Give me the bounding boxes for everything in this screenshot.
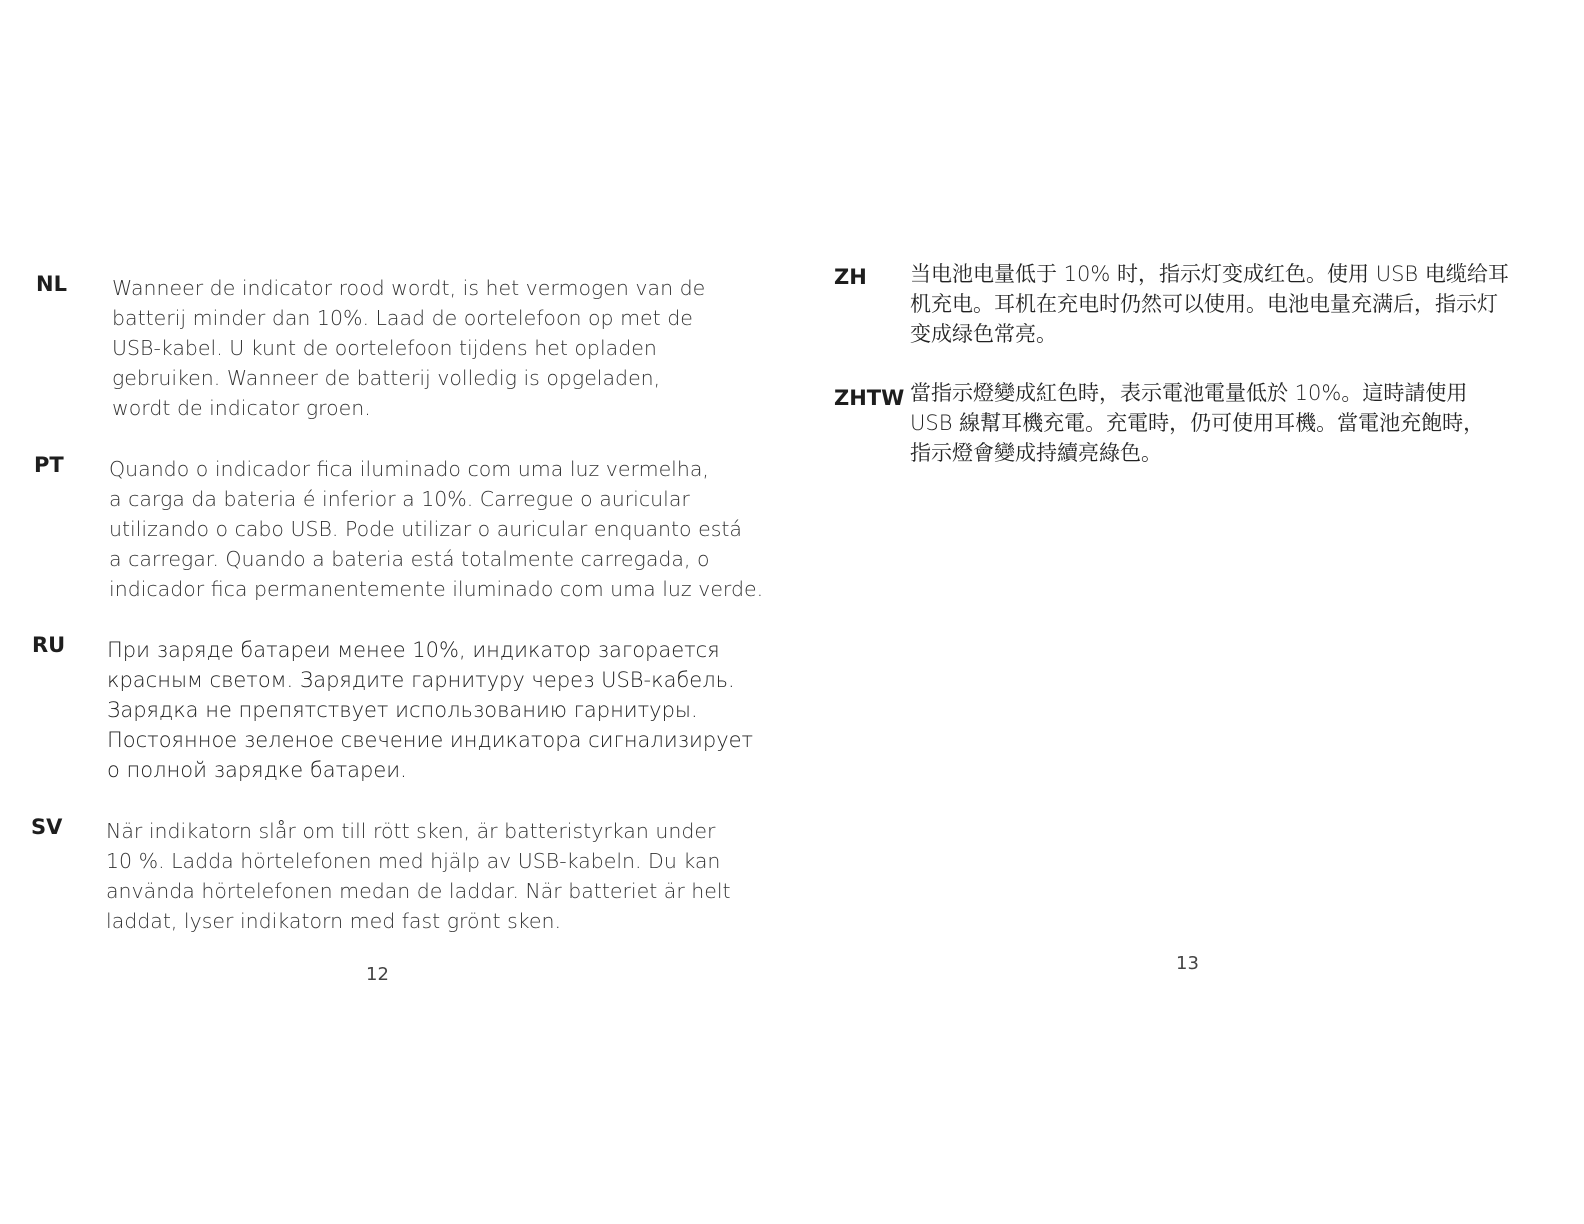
language-code: RU <box>32 633 66 657</box>
text-line: USB 線幫耳機充電。充電時，仍可使用耳機。當電池充飽時， <box>910 411 1485 435</box>
text-line: När indikatorn slår om till rött sken, är batteristyrkan under <box>106 819 716 843</box>
right-page <box>792 0 1584 1224</box>
text-line: Постоянное зеленое свечение индикатора сигнализирует <box>107 728 754 752</box>
entry-text <box>112 273 705 423</box>
text-line: 10 %. Ladda hörtelefonen med hjälp av USB-kabeln. Du kan <box>106 849 721 873</box>
language-code: NL <box>36 272 67 296</box>
language-code: PT <box>34 453 64 477</box>
language-code: ZH <box>834 265 867 289</box>
entry-text <box>910 378 1484 468</box>
entry-text <box>106 816 731 936</box>
text-line: a carregar. Quando a bateria está totalmente carregada, o <box>109 547 710 571</box>
text-line: batterij minder dan 10%. Laad de oortelefoon op met de <box>112 306 693 330</box>
text-line: 当电池电量低于 10% 时，指示灯变成红色。使用 USB 电缆给耳 <box>910 262 1509 286</box>
text-line: 指示燈會變成持續亮綠色。 <box>910 441 1162 465</box>
text-line: Зарядка не препятствует использованию гарнитуры. <box>107 698 698 722</box>
page-number: 13 <box>1176 953 1199 974</box>
text-line: 机充电。耳机在充电时仍然可以使用。电池电量充满后，指示灯 <box>910 292 1498 316</box>
text-line: wordt de indicator groen. <box>112 396 371 420</box>
language-code: ZHTW <box>834 386 905 410</box>
text-line: о полной зарядке батареи. <box>107 758 407 782</box>
text-line: gebruiken. Wanneer de batterij volledig is opgeladen, <box>112 366 661 390</box>
text-line: Wanneer de indicator rood wordt, is het vermogen van de <box>112 276 706 300</box>
text-line: USB-kabel. U kunt de oortelefoon tijdens het opladen <box>112 336 657 360</box>
entry-text <box>109 454 763 604</box>
text-line: 变成绿色常亮。 <box>910 322 1057 346</box>
entry-text <box>910 259 1509 349</box>
page-number: 12 <box>366 964 389 985</box>
text-line: красным светом. Зарядите гарнитуру через USB-кабель. <box>107 668 735 692</box>
text-line: laddat, lyser indikatorn med fast grönt sken. <box>106 909 562 933</box>
language-code: SV <box>31 815 63 839</box>
text-line: använda hörtelefonen medan de laddar. När batteriet är helt <box>106 879 731 903</box>
text-line: indicador fica permanentemente iluminado com uma luz verde. <box>109 577 764 601</box>
text-line: utilizando o cabo USB. Pode utilizar o auricular enquanto está <box>109 517 742 541</box>
text-line: Quando o indicador fica iluminado com uma luz vermelha, <box>109 457 709 481</box>
text-line: При заряде батареи менее 10%, индикатор загорается <box>107 638 720 662</box>
text-line: a carga da bateria é inferior a 10%. Carregue o auricular <box>109 487 690 511</box>
entry-text <box>107 635 753 785</box>
text-line: 當指示燈變成紅色時，表示電池電量低於 10%。這時請使用 <box>910 381 1468 405</box>
